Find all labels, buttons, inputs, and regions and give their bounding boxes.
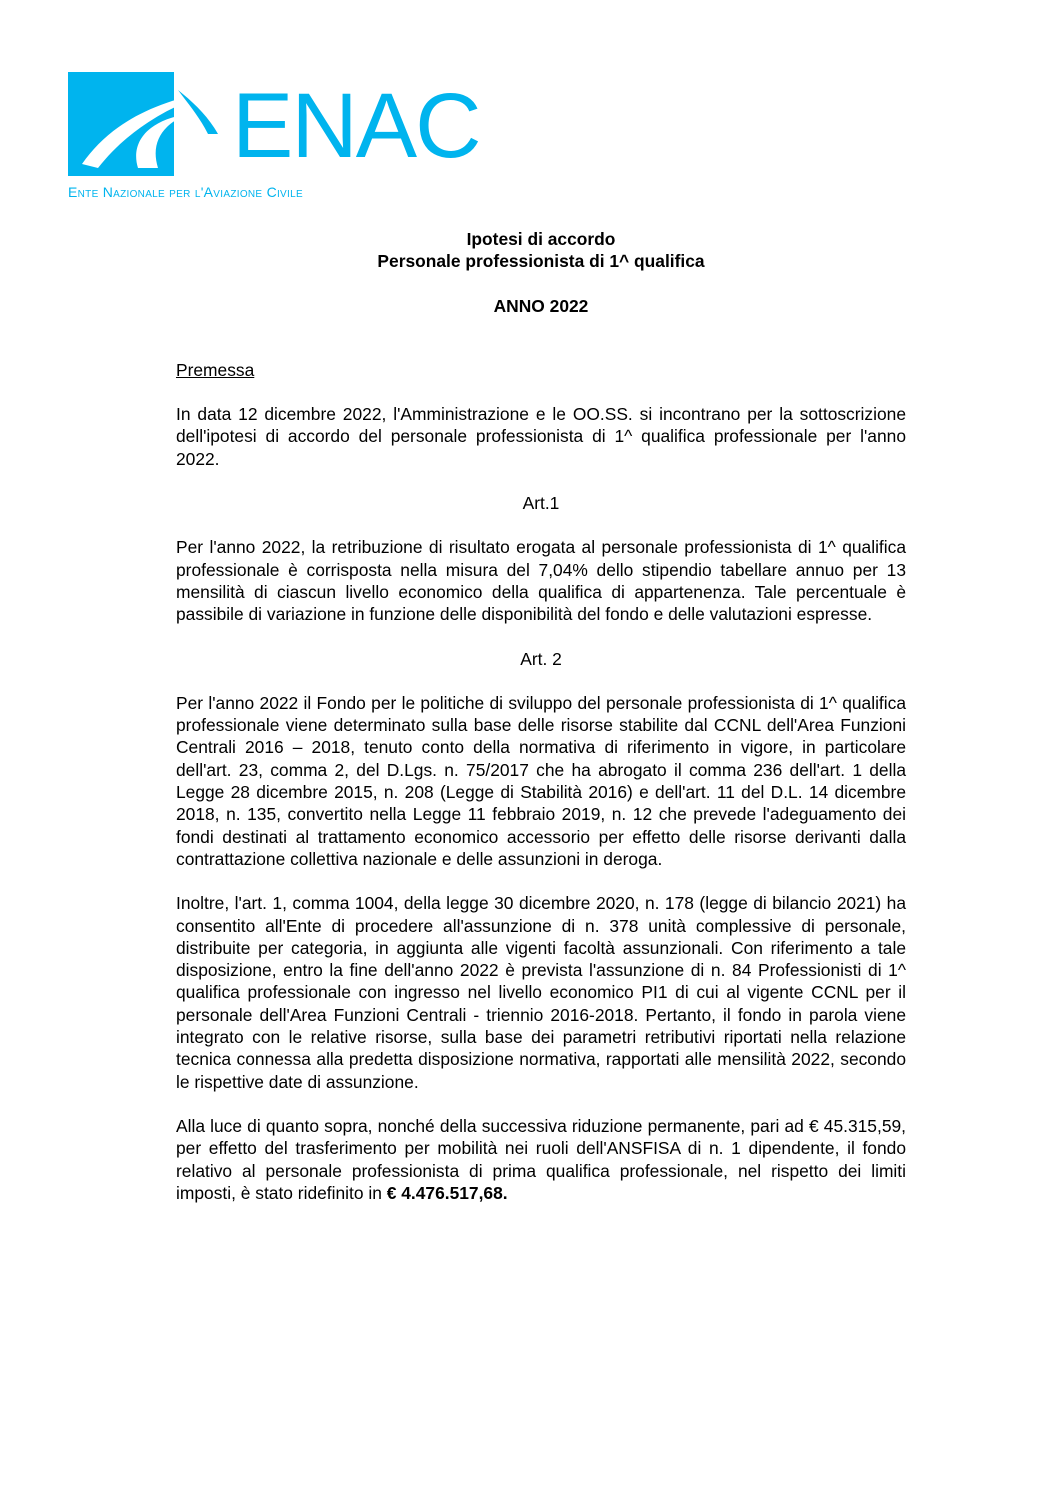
enac-logo (64, 72, 480, 212)
document-title: Ipotesi di accordo (466, 229, 616, 249)
premessa-heading: Premessa (176, 359, 255, 380)
premessa-text: In data 12 dicembre 2022, l'Amministrazione e le OO.SS. si incontrano per la sottoscrizione dell'ipotesi di accordo del personale professionista di 1^ qualifica professionale per l'anno 2022. (176, 404, 906, 469)
logo-subtitle: Ente Nazionale per l'Aviazione Civile (68, 184, 303, 200)
art2-paragraph-1: Per l'anno 2022 il Fondo per le politiche di sviluppo del personale professionista di 1^ qualifica professionale viene determinato sulla base delle risorse stabilite dal CCNL dell'Area Funzioni Centrali 2016 – 2018, tenuto conto della normativa di riferimento in vigore, in particolare dell'art. 23, comma 2, del D.Lgs. n. 75/2017 che ha abrogato il comma 236 dell'art. 1 della Legge 28 dicembre 2015, n. 208 (Legge di Stabilità 2016) e dell'art. 11 del D.L. 14 dicembre 2018, n. 135, convertito nella Legge 11 febbraio 2019, n. 12 che prevede l'adeguamento dei fondi destinati al trattamento economico accessorio per effetto delle risorse derivanti dalla contrattazione collettiva nazionale e delle assunzioni in deroga. (176, 692, 906, 869)
art2-paragraph-3 (176, 1115, 906, 1204)
art2-paragraph-3-text: Alla luce di quanto sopra, nonché della successiva riduzione permanente, pari ad € 45.315,59, per effetto del trasferimento per mobilità nei ruoli dell'ANSFISA di n. 1 dipendente, il fondo relativo al personale professionista di prima qualifica professionale, nel rispetto dei limiti imposti, è stato ridefinito in (176, 1115, 906, 1203)
document-year: ANNO 2022 (493, 295, 589, 316)
logo-wordmark: ENAC (232, 75, 480, 177)
document-body (176, 228, 906, 1204)
fund-total-amount: € 4.476.517,68. (386, 1182, 508, 1203)
document-subtitle: Personale professionista di 1^ qualifica (377, 251, 705, 272)
logo-swoosh-icon (68, 72, 248, 176)
art1-text: Per l'anno 2022, la retribuzione di risultato erogata al personale professionista di 1^ qualifica professionale è corrisposta nella misura del 7,04% dello stipendio tabellare annuo per 13 mensilità di ciascun livello economico della qualifica di appartenenza. Tale percentuale è passibile di variazione in funzione delle disponibilità del fondo e delle valutazioni espresse. (176, 537, 906, 625)
art2-paragraph-2: Inoltre, l'art. 1, comma 1004, della legge 30 dicembre 2020, n. 178 (legge di bilancio 2021) ha consentito all'Ente di procedere all'assunzione di n. 378 unità complessive di personale, distribuite per categoria, in aggiunta alle vigenti facoltà assunzionali. Con riferimento a tale disposizione, entro la fine dell'anno 2022 è prevista l'assunzione di n. 84 Professionisti di 1^ qualifica professionale con ingresso nel livello economico PI1 di cui al vigente CCNL per il personale dell'Area Funzioni Centrali - triennio 2016-2018. Pertanto, il fondo in parola viene integrato con le relative risorse, sulla base dei parametri retributivi riportati nella relazione tecnica connessa alla predetta disposizione normativa, rapportati alle mensilità 2022, secondo le rispettive date di assunzione. (176, 893, 906, 1092)
art2-heading: Art. 2 (520, 648, 562, 669)
art1-heading: Art.1 (522, 493, 560, 514)
